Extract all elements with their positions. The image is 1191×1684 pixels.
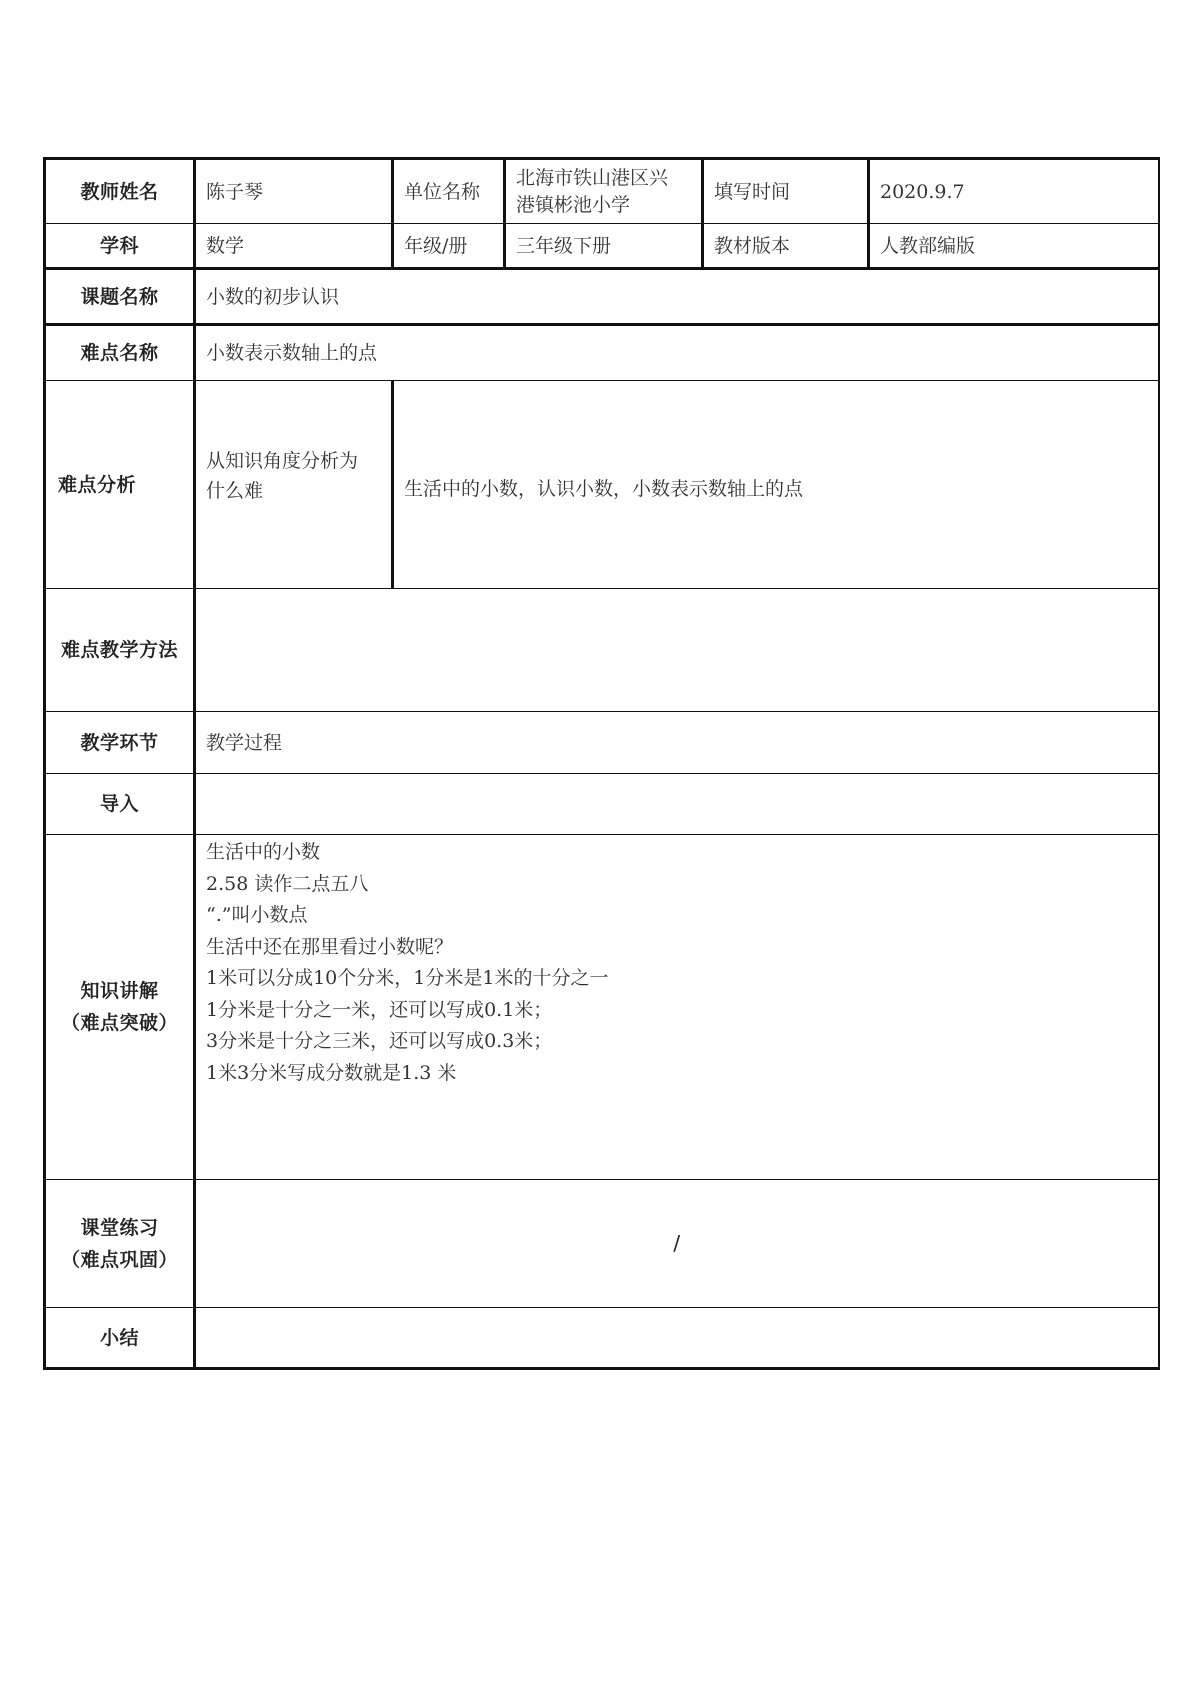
intro-value xyxy=(195,774,1159,835)
header-row-1 xyxy=(45,159,1159,224)
intro-label: 导入 xyxy=(45,774,195,835)
unit-value-line1: 北海市铁山港区兴 xyxy=(516,166,669,189)
lesson-plan-table xyxy=(43,157,1160,1370)
date-label: 填写时间 xyxy=(703,159,869,224)
knowledge-line: 2.58 读作二点五八 xyxy=(206,872,369,895)
edition-value: 人教部编版 xyxy=(869,224,1159,269)
practice-label-line2: （难点巩固） xyxy=(60,1248,178,1271)
subject-label: 学科 xyxy=(45,224,195,269)
knowledge-line: 1分米是十分之一米，还可以写成0.1米； xyxy=(206,998,553,1021)
knowledge-line: 1米3分米写成分数就是1.3 米 xyxy=(206,1061,457,1084)
lesson-plan-form xyxy=(43,157,1157,1370)
stage-value: 教学过程 xyxy=(195,712,1159,774)
knowledge-label xyxy=(45,835,195,1180)
grade-label: 年级/册 xyxy=(393,224,505,269)
teacher-value: 陈子琴 xyxy=(195,159,393,224)
method-value xyxy=(195,589,1159,712)
difficulty-value: 小数表示数轴上的点 xyxy=(195,325,1159,381)
knowledge-line: 生活中还在那里看过小数呢？ xyxy=(206,935,454,958)
analysis-row xyxy=(45,381,1159,589)
practice-slash: / xyxy=(673,1231,681,1255)
topic-label: 课题名称 xyxy=(45,269,195,325)
analysis-sublabel-line1: 从知识角度分析为 xyxy=(206,449,359,472)
analysis-value: 生活中的小数，认识小数，小数表示数轴上的点 xyxy=(393,381,1159,589)
knowledge-row xyxy=(45,835,1159,1180)
edition-label: 教材版本 xyxy=(703,224,869,269)
knowledge-line: “.”叫小数点 xyxy=(206,904,308,926)
summary-value xyxy=(195,1308,1159,1369)
intro-row xyxy=(45,774,1159,835)
method-row xyxy=(45,589,1159,712)
practice-value xyxy=(195,1180,1159,1308)
difficulty-label: 难点名称 xyxy=(45,325,195,381)
difficulty-row xyxy=(45,325,1159,381)
analysis-sublabel xyxy=(195,381,393,589)
analysis-sublabel-line2: 什么难 xyxy=(206,479,264,502)
teacher-label: 教师姓名 xyxy=(45,159,195,224)
knowledge-lines xyxy=(206,837,1148,1089)
method-label: 难点教学方法 xyxy=(45,589,195,712)
topic-row xyxy=(45,269,1159,325)
stage-row xyxy=(45,712,1159,774)
unit-label: 单位名称 xyxy=(393,159,505,224)
knowledge-line: 3分米是十分之三米，还可以写成0.3米； xyxy=(206,1030,553,1052)
practice-row xyxy=(45,1180,1159,1308)
knowledge-line: 1米可以分成10个分米，1分米是1米的十分之一 xyxy=(206,967,609,989)
header-row-2 xyxy=(45,224,1159,269)
practice-label xyxy=(45,1180,195,1308)
knowledge-line: 生活中的小数 xyxy=(206,841,321,863)
practice-label-line1: 课堂练习 xyxy=(80,1216,159,1239)
stage-label: 教学环节 xyxy=(45,712,195,774)
analysis-label: 难点分析 xyxy=(45,381,195,589)
knowledge-content xyxy=(195,835,1159,1180)
subject-value: 数学 xyxy=(195,224,393,269)
summary-row xyxy=(45,1308,1159,1369)
unit-value-line2: 港镇彬池小学 xyxy=(516,193,631,216)
topic-value: 小数的初步认识 xyxy=(195,269,1159,325)
date-value: 2020.9.7 xyxy=(869,159,1159,224)
knowledge-label-line1: 知识讲解 xyxy=(80,980,159,1002)
summary-label: 小结 xyxy=(45,1308,195,1369)
knowledge-label-line2: （难点突破） xyxy=(60,1012,178,1034)
grade-value: 三年级下册 xyxy=(505,224,703,269)
unit-value xyxy=(505,159,703,224)
